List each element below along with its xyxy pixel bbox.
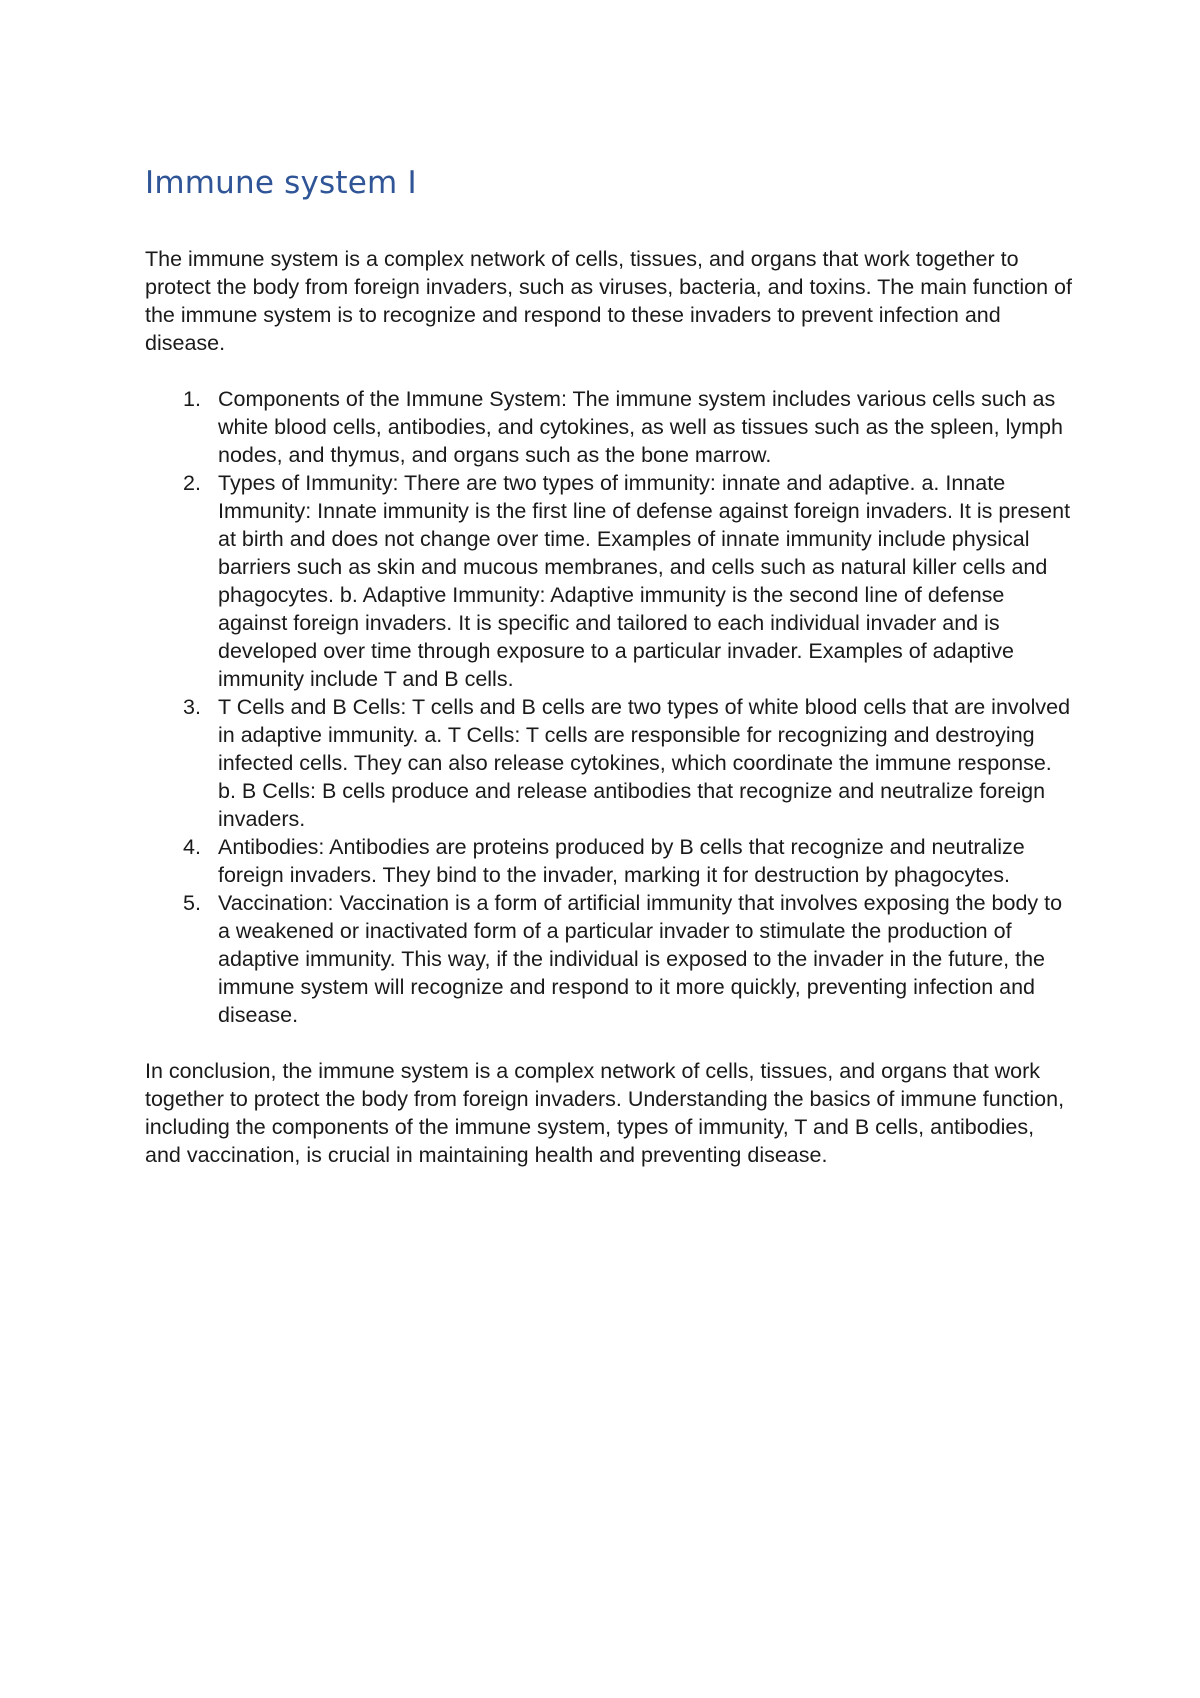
list-item xyxy=(145,693,1075,833)
list-item xyxy=(145,469,1075,693)
list-item-number: 3. xyxy=(183,695,201,720)
conclusion-paragraph: In conclusion, the immune system is a complex network of cells, tissues, and organs that work together to protect the body from foreign invaders. Understanding the basics of immune function, including the components of the immune system, types of immunity, T and B cells, antibodies, and vaccination, is crucial in maintaining health and preventing disease. xyxy=(145,1059,1065,1168)
list-item-text: Types of Immunity: There are two types of immunity: innate and adaptive. a. Innate Immunity: Innate immunity is the first line of defense against foreign invaders. It is present at birth and does not change over time. Examples of innate immunity include physical barriers such as skin and mucous membranes, and cells such as natural killer cells and phagocytes. b. Adaptive Immunity: Adaptive immunity is the second line of defense against foreign invaders. It is specific and tailored to each individual invader and is developed over time through exposure to a particular invader. Examples of adaptive immunity include T and B cells. xyxy=(218,471,1071,692)
list-item-text: Components of the Immune System: The immune system includes various cells such as white blood cells, antibodies, and cytokines, as well as tissues such as the spleen, lymph nodes, and thymus, and organs such as the bone marrow. xyxy=(218,387,1063,468)
list-item-number: 2. xyxy=(183,471,201,496)
list-item-text: Vaccination: Vaccination is a form of artificial immunity that involves exposing the body to a weakened or inactivated form of a particular invader to stimulate the production of adaptive immunity. This way, if the individual is exposed to the invader in the future, the immune system will recognize and respond to it more quickly, preventing infection and disease. xyxy=(218,891,1063,1028)
numbered-list xyxy=(145,385,1075,1029)
list-item-number: 1. xyxy=(183,387,201,412)
list-item xyxy=(145,889,1075,1029)
document-body xyxy=(145,163,1075,1169)
list-item-text: Antibodies: Antibodies are proteins produced by B cells that recognize and neutralize foreign invaders. They bind to the invader, marking it for destruction by phagocytes. xyxy=(218,835,1025,888)
document-title: Immune system I xyxy=(145,165,417,201)
list-item-number: 5. xyxy=(183,891,201,916)
list-item xyxy=(145,833,1075,889)
intro-paragraph: The immune system is a complex network of cells, tissues, and organs that work together to protect the body from foreign invaders, such as viruses, bacteria, and toxins. The main function of the immune system is to recognize and respond to these invaders to prevent infection and disease. xyxy=(145,247,1072,356)
list-item-number: 4. xyxy=(183,835,201,860)
list-item-text: T Cells and B Cells: T cells and B cells are two types of white blood cells that are involved in adaptive immunity. a. T Cells: T cells are responsible for recognizing and destroying infected cells. They can also release cytokines, which coordinate the immune response. b. B Cells: B cells produce and release antibodies that recognize and neutralize foreign invaders. xyxy=(218,695,1071,832)
list-item xyxy=(145,385,1075,469)
